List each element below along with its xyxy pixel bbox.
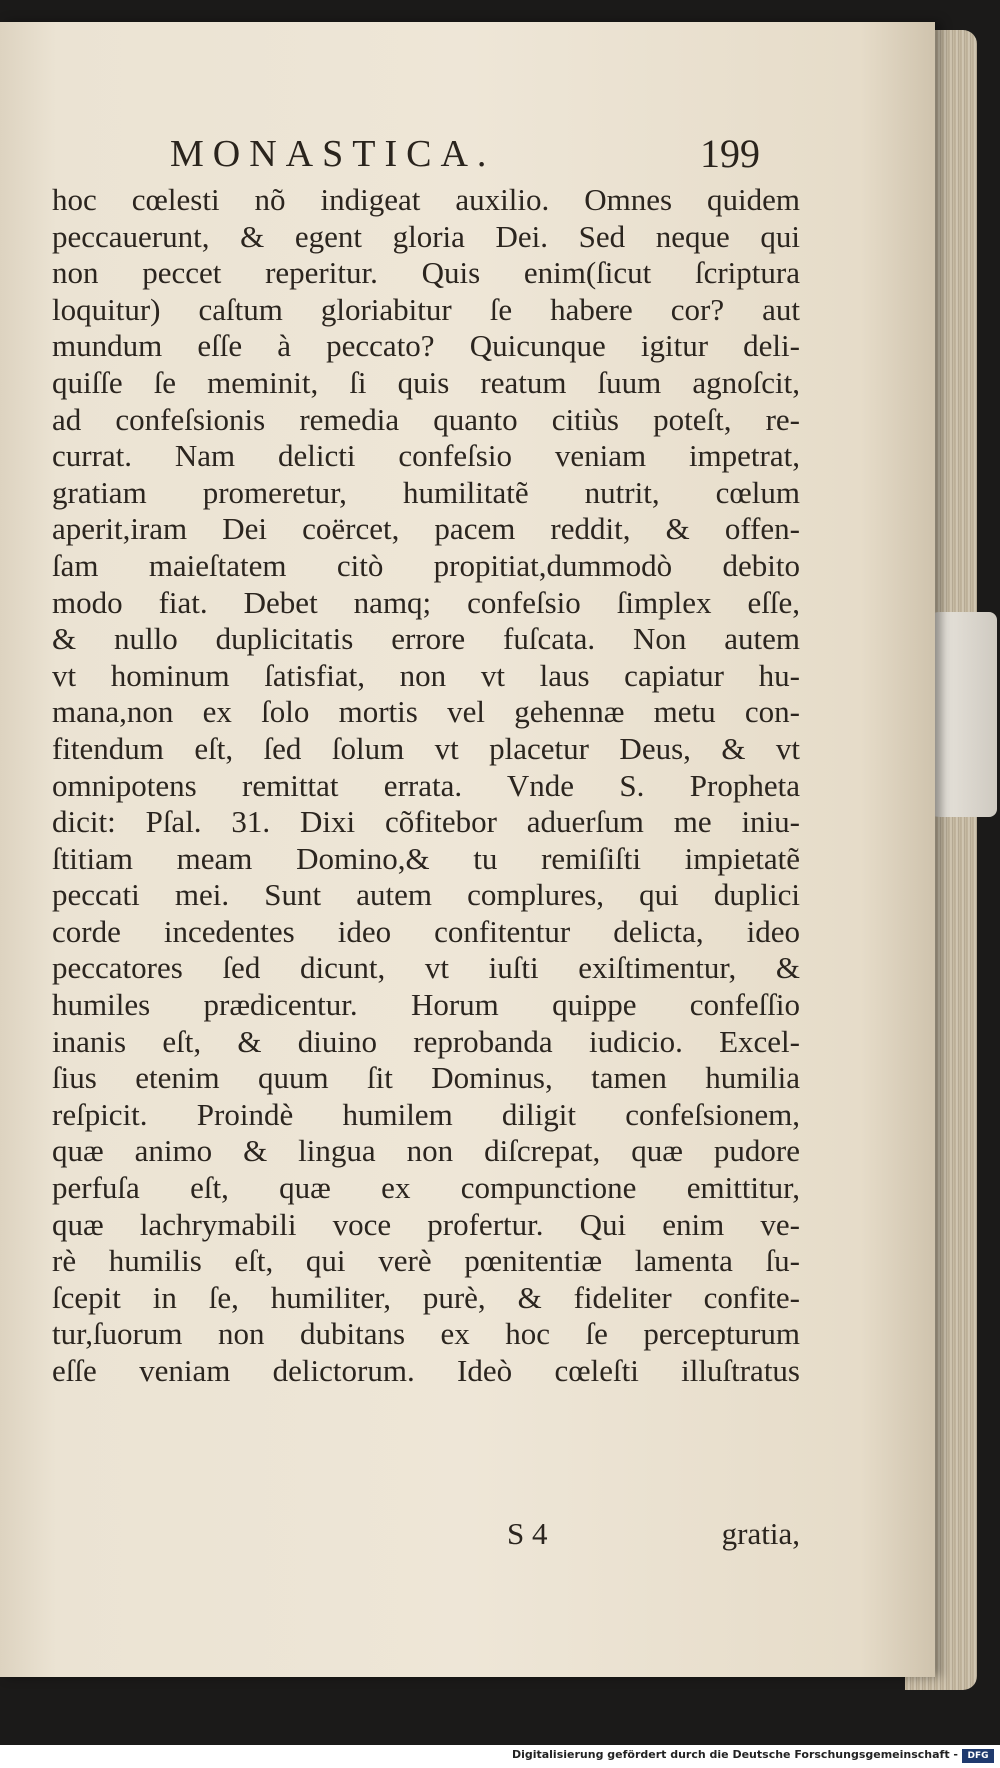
text-line: non peccet reperitur. Quis enim(ſicut ſcriptura bbox=[52, 255, 800, 291]
text-line: eſſe veniam delictorum. Ideò cœleſti illuſtratus bbox=[52, 1353, 800, 1388]
page-number: 199 bbox=[700, 131, 760, 176]
text-line: peccauerunt, & egent gloria Dei. Sed neque qui bbox=[52, 218, 800, 254]
dfg-logo-icon: DFG bbox=[962, 1749, 994, 1763]
text-line: modo fiat. Debet namq; confeſsio ſimplex eſſe, bbox=[52, 584, 800, 620]
text-line: fitendum eſt, ſed ſolum vt placetur Deus, & vt bbox=[52, 730, 800, 766]
text-line: inanis eſt, & diuino reprobanda iudicio. Excel- bbox=[52, 1023, 800, 1059]
text-line: ſtitiam meam Domino,& tu remiſiſti impietatẽ bbox=[52, 840, 800, 876]
footer-credit: Digitalisierung gefördert durch die Deutsche Forschungsgemeinschaft - bbox=[511, 1748, 958, 1761]
text-line: omnipotens remittat errata. Vnde S. Propheta bbox=[52, 767, 800, 803]
catchword: gratia, bbox=[721, 1516, 800, 1551]
page-header bbox=[170, 128, 760, 180]
text-line: tur,ſuorum non dubitans ex hoc ſe percepturum bbox=[52, 1316, 800, 1352]
running-head: MONASTICA. bbox=[170, 133, 496, 175]
text-line: ſam maieſtatem citò propitiat,dummodò debito bbox=[52, 547, 800, 583]
text-line: reſpicit. Proindè humilem diligit confeſsionem, bbox=[52, 1096, 800, 1132]
text-line: quæ lachrymabili voce profertur. Qui enim ve- bbox=[52, 1206, 800, 1242]
text-line: hoc cœlesti nõ indigeat auxilio. Omnes quidem bbox=[52, 182, 800, 217]
text-line: ſcepit in ſe, humiliter, purè, & fideliter confite- bbox=[52, 1279, 800, 1315]
text-line: loquitur) caſtum gloriabitur ſe habere cor? aut bbox=[52, 291, 800, 327]
text-line: & nullo duplicitatis errore fuſcata. Non autem bbox=[52, 621, 800, 657]
signature-mark: S 4 bbox=[507, 1516, 548, 1551]
text-line: perfuſa eſt, quæ ex compunctione emittitur, bbox=[52, 1170, 800, 1206]
text-line: ſius etenim quum ſit Dominus, tamen humilia bbox=[52, 1060, 800, 1096]
text-line: peccatores ſed dicunt, vt iuſti exiſtimentur, & bbox=[52, 950, 800, 986]
text-line: quiſſe ſe meminit, ſi quis reatum ſuum agnoſcit, bbox=[52, 364, 800, 400]
text-line: currat. Nam delicti confeſsio veniam impetrat, bbox=[52, 438, 800, 474]
digitization-footer bbox=[0, 1745, 1000, 1768]
text-line: quæ animo & lingua non diſcrepat, quæ pudore bbox=[52, 1133, 800, 1169]
text-line: mana,non ex ſolo mortis vel gehennæ metu con- bbox=[52, 694, 800, 730]
text-line: gratiam promeretur, humilitatẽ nutrit, cœlum bbox=[52, 474, 800, 510]
body-text bbox=[52, 182, 800, 1390]
text-line: corde incedentes ideo confitentur delicta, ideo bbox=[52, 913, 800, 949]
text-line: vt hominum ſatisfiat, non vt laus capiatur hu- bbox=[52, 657, 800, 693]
text-line: dicit: Pſal. 31. Dixi cõfitebor aduerſum me iniu- bbox=[52, 804, 800, 840]
text-line: aperit,iram Dei coërcet, pacem reddit, & offen- bbox=[52, 511, 800, 547]
text-line: humiles prædicentur. Horum quippe confeſſio bbox=[52, 987, 800, 1023]
text-line: ad confeſsionis remedia quanto citiùs poteſt, re- bbox=[52, 401, 800, 437]
page-foot bbox=[52, 1512, 800, 1556]
text-line: mundum eſſe à peccato? Quicunque igitur deli- bbox=[52, 328, 800, 364]
text-line: rè humilis eſt, qui verè pœnitentiæ lamenta ſu- bbox=[52, 1243, 800, 1279]
text-line: peccati mei. Sunt autem complures, qui duplici bbox=[52, 877, 800, 913]
